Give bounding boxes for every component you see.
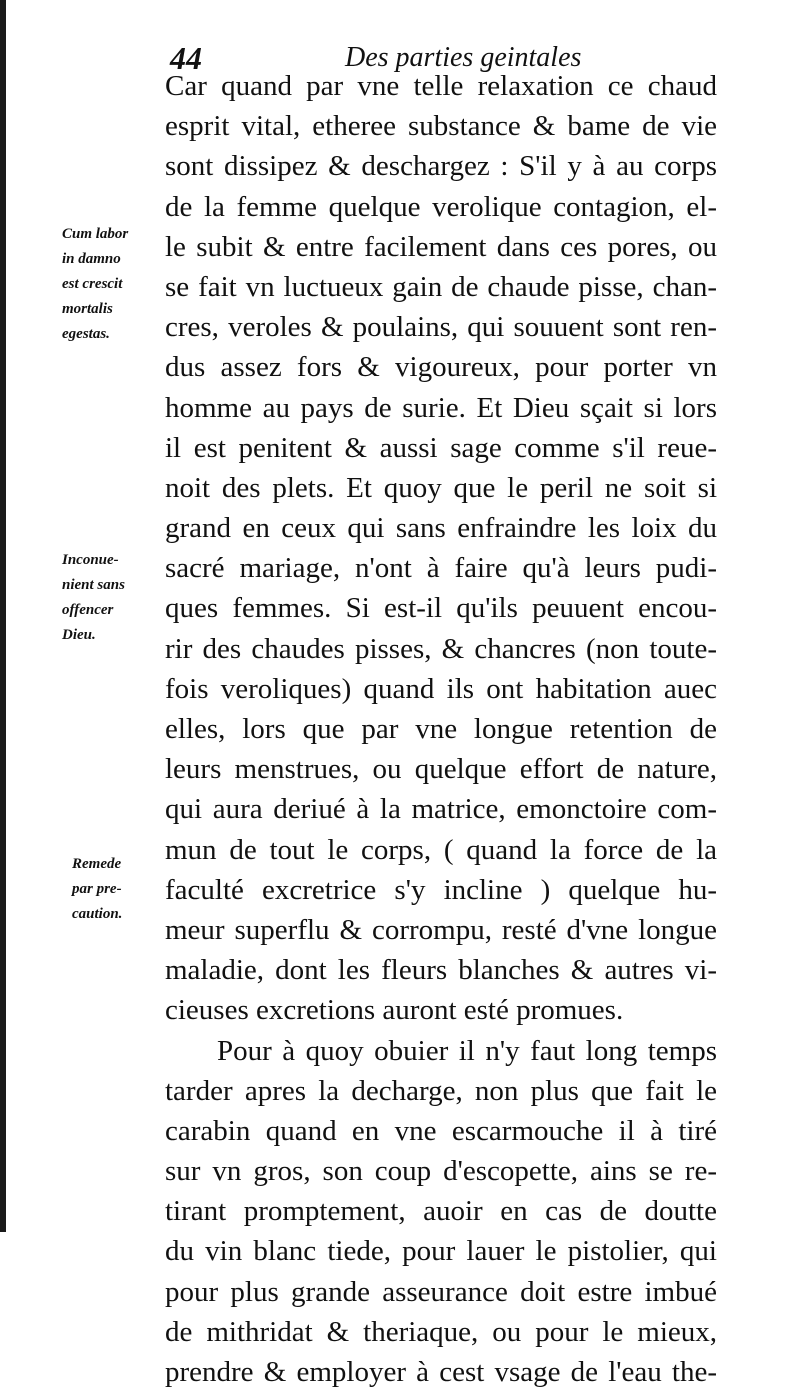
text-line: se fait vn luctueux gain de chaude pisse, chan- (165, 270, 717, 303)
margin-note-line: Dieu. (62, 627, 96, 643)
margin-note-line: est crescit (62, 276, 123, 292)
text-line: prendre & employer à cest vsage de l'eau the- (165, 1356, 717, 1388)
text-line: sacré mariage, n'ont à faire qu'à leurs pudi- (165, 552, 717, 585)
text-line: rir des chaudes pisses, & chancres (non toute- (165, 632, 717, 665)
margin-note (62, 222, 167, 347)
text-line: pour plus grande asseurance doit estre imbué (165, 1275, 717, 1308)
text-line: cres, veroles & poulains, qui souuent sont ren- (165, 311, 717, 344)
text-line: de la femme quelque verolique contagion, el- (165, 190, 717, 223)
margin-note-line: egestas. (62, 326, 110, 342)
text-line: sont dissipez & deschargez : S'il y à au corps (165, 150, 717, 183)
page-binding-edge (0, 0, 6, 1232)
text-line: le subit & entre facilement dans ces pores, ou (165, 230, 717, 263)
margin-note-line: offencer (62, 602, 114, 618)
margin-note-line: mortalis (62, 301, 113, 317)
margin-note-line: nient sans (62, 577, 125, 593)
text-line: cieuses excretions auront esté promues. (165, 994, 624, 1027)
margin-note (72, 852, 177, 927)
text-line: carabin quand en vne escarmouche il à tiré (165, 1114, 717, 1147)
page-number: 44 (170, 40, 202, 76)
text-line: elles, lors que par vne longue retention de (165, 713, 717, 745)
text-line: maladie, dont les fleurs blanches & autres vi- (165, 954, 717, 987)
text-line: ques femmes. Si est-il qu'ils peuuent encou- (165, 592, 717, 625)
text-line: grand en ceux qui sans enfraindre les loix du (165, 512, 717, 545)
margin-note-line: par pre- (72, 881, 122, 897)
text-line: il est penitent & aussi sage comme s'il reue- (165, 431, 717, 464)
text-line: faculté excretrice s'y incline ) quelque hu- (165, 873, 717, 906)
margin-note-line: Cum labor (62, 226, 129, 242)
margin-note-line: Inconue- (62, 552, 119, 568)
margin-note-line: in damno (62, 251, 121, 267)
text-line: mun de tout le corps, ( quand la force de la (165, 833, 717, 866)
text-line: leurs menstrues, ou quelque effort de nature, (165, 753, 717, 786)
text-line: sur vn gros, son coup d'escopette, ains se re- (165, 1155, 717, 1188)
text-line: homme au pays de surie. Et Dieu sçait si lors (165, 391, 717, 424)
text-line: fois veroliques) quand ils ont habitation auec (165, 672, 717, 705)
text-line: de mithridat & theriaque, ou pour le mieux, (165, 1315, 717, 1348)
text-line: tarder apres la decharge, non plus que fait le (165, 1074, 717, 1107)
body-text (165, 66, 717, 1392)
text-line: Car quand par vne telle relaxation ce chaud (165, 70, 717, 102)
text-line: du vin blanc tiede, pour lauer le pistolier, qui (165, 1235, 717, 1268)
running-title: Des parties geintales (345, 42, 582, 73)
text-line: qui aura deriué à la matrice, emonctoire com- (165, 793, 717, 826)
text-line: dus assez fors & vigoureux, pour porter vn (165, 351, 717, 384)
text-line: Pour à quoy obuier il n'y faut long temps (217, 1034, 717, 1067)
margin-note-line: Remede (72, 856, 122, 872)
text-line: meur superflu & corrompu, resté d'vne longue (165, 913, 717, 946)
margin-note (62, 548, 167, 648)
text-line: esprit vital, etheree substance & bame de vie (165, 110, 717, 143)
text-line: tirant promptement, auoir en cas de doutte (165, 1195, 717, 1228)
margin-note-line: caution. (72, 906, 123, 922)
text-line: noit des plets. Et quoy que le peril ne soit si (165, 471, 717, 504)
